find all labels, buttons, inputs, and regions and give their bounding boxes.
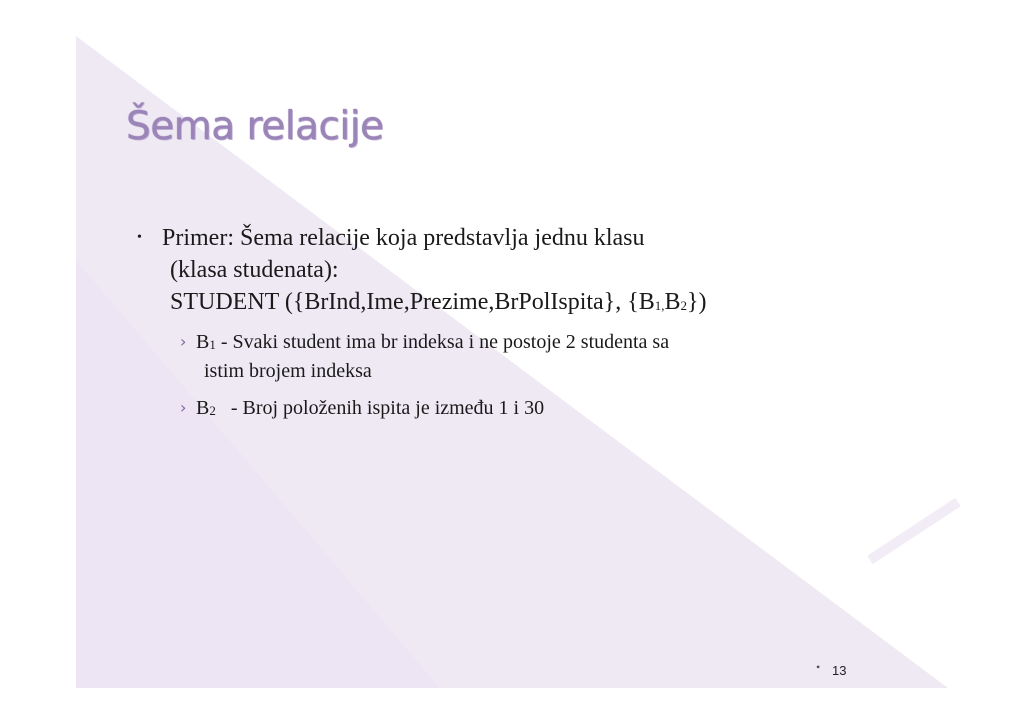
slide-title: Šema relacije: [126, 104, 384, 149]
constraint-text-1: - Svaki student ima br indeksa i ne postoje 2 studenta sa: [215, 331, 670, 353]
bullet-line-3: [170, 286, 707, 321]
bullet-intro: Primer: Šema relacije koja predstavlja jednu klasu: [162, 225, 645, 251]
background-accent-line: [870, 502, 958, 560]
constraint-label-2: B: [196, 397, 210, 419]
relation-schema-mid: B: [664, 289, 681, 315]
footer-dot: •: [816, 660, 821, 674]
constraint-text-2: - Broj položenih ispita je između 1 i 30: [215, 397, 545, 419]
subbullet-marker-2: ›: [180, 398, 187, 417]
bullet-dot: •: [137, 230, 142, 245]
constraint-label-1: B: [196, 331, 210, 353]
relation-schema-sub2: 2: [680, 298, 687, 313]
relation-schema-sub1: 1,: [654, 298, 665, 313]
relation-schema-suffix: }): [687, 289, 707, 315]
bullet-line-2: (klasa studenata):: [170, 257, 339, 283]
page-number: 13: [832, 663, 847, 678]
subbullet-marker-1: ›: [180, 332, 187, 351]
subbullet-1-line-1: [196, 328, 669, 358]
constraint-label-1-sub: 1: [209, 337, 216, 352]
relation-schema-prefix: STUDENT ({BrInd,Ime,Prezime,BrPolIspita}, {B: [170, 289, 655, 315]
subbullet-2-line-1: [196, 394, 544, 424]
subbullet-1-line-2: istim brojem indeksa: [204, 360, 372, 382]
constraint-label-2-sub: 2: [209, 403, 216, 418]
